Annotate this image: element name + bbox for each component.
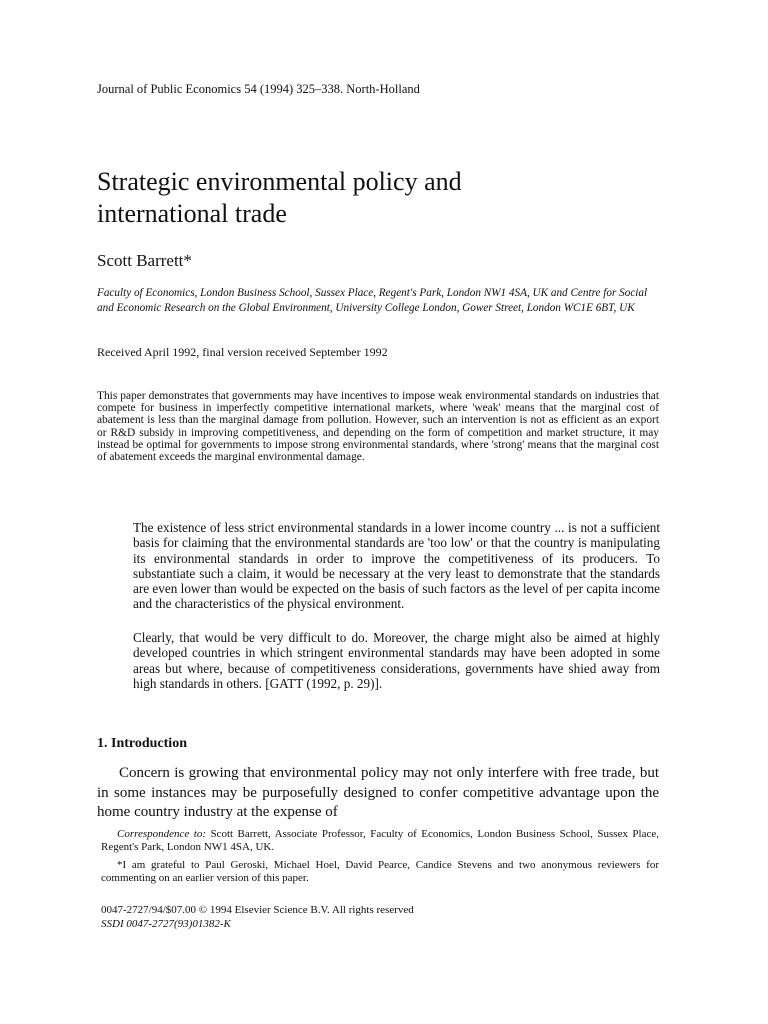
epigraph-paragraph-2: Clearly, that would be very difficult to do. Moreover, the charge might also be aimed at highly developed countries in which stringent environmental standards may have been adopted in some areas but where, because of competitiveness considerations, governments have shied away from high standards in others. [GATT (1992, p. 29)].: [133, 630, 660, 691]
title-line-2: international trade: [97, 199, 287, 228]
acknowledgement-footnote: *I am grateful to Paul Geroski, Michael Hoel, David Pearce, Candice Stevens and two anonymous reviewers for commenting on an earlier version of this paper.: [101, 859, 659, 884]
abstract: This paper demonstrates that governments may have incentives to impose weak environmental standards on industries that compete for business in imperfectly competitive international markets, where 'weak' means that the marginal cost of abatement is less than the marginal damage from pollution. However, such an intervention is not as efficient as an export or R&D subsidy in improving competitiveness, and depending on the form of competition and market structure, it may instead be optimal for governments to impose strong environmental standards, where 'strong' means that the marginal cost of abatement exceeds the marginal environmental damage.: [97, 390, 659, 464]
correspondence-footnote: [101, 828, 659, 853]
correspondence-text: Scott Barrett, Associate Professor, Faculty of Economics, London Business School, Sussex Place, Regent's Park, London NW1 4SA, UK.: [101, 828, 659, 853]
intro-paragraph: Concern is growing that environmental policy may not only interfere with free trade, but in some instances may be purposefully designed to confer competitive advantage upon the home country industry at the expense of: [97, 765, 659, 820]
section-heading: 1. Introduction: [97, 736, 187, 751]
author-name: Scott Barrett*: [97, 251, 192, 270]
epigraph-paragraph-1: The existence of less strict environmental standards in a lower income country ... is not a sufficient basis for claiming that the environmental standards are 'too low' or that the country is manipulating its environmental standards in order to improve the competitiveness of its producers. To substantiate such a claim, it would be necessary at the very least to demonstrate that the standards are even lower than would be expected on the basis of such factors as the level of per capita income and the characteristics of the physical environment.: [133, 520, 660, 612]
correspondence-label: Correspondence to:: [117, 828, 206, 840]
title-line-1: Strategic environmental policy and: [97, 167, 462, 196]
received-dates: Received April 1992, final version received September 1992: [97, 345, 388, 359]
ssdi-line: SSDI 0047-2727(93)01382-K: [101, 918, 231, 930]
author-affiliation: Faculty of Economics, London Business School, Sussex Place, Regent's Park, London NW1 4SA, UK and Centre for Social and Economic Research on the Global Environment, University College London, Gower Street, London WC1E 6BT, UK: [97, 287, 648, 314]
journal-citation: Journal of Public Economics 54 (1994) 325–338. North-Holland: [97, 82, 420, 96]
copyright-line: 0047-2727/94/$07.00 © 1994 Elsevier Science B.V. All rights reserved: [101, 904, 414, 916]
article-title: [97, 166, 657, 230]
